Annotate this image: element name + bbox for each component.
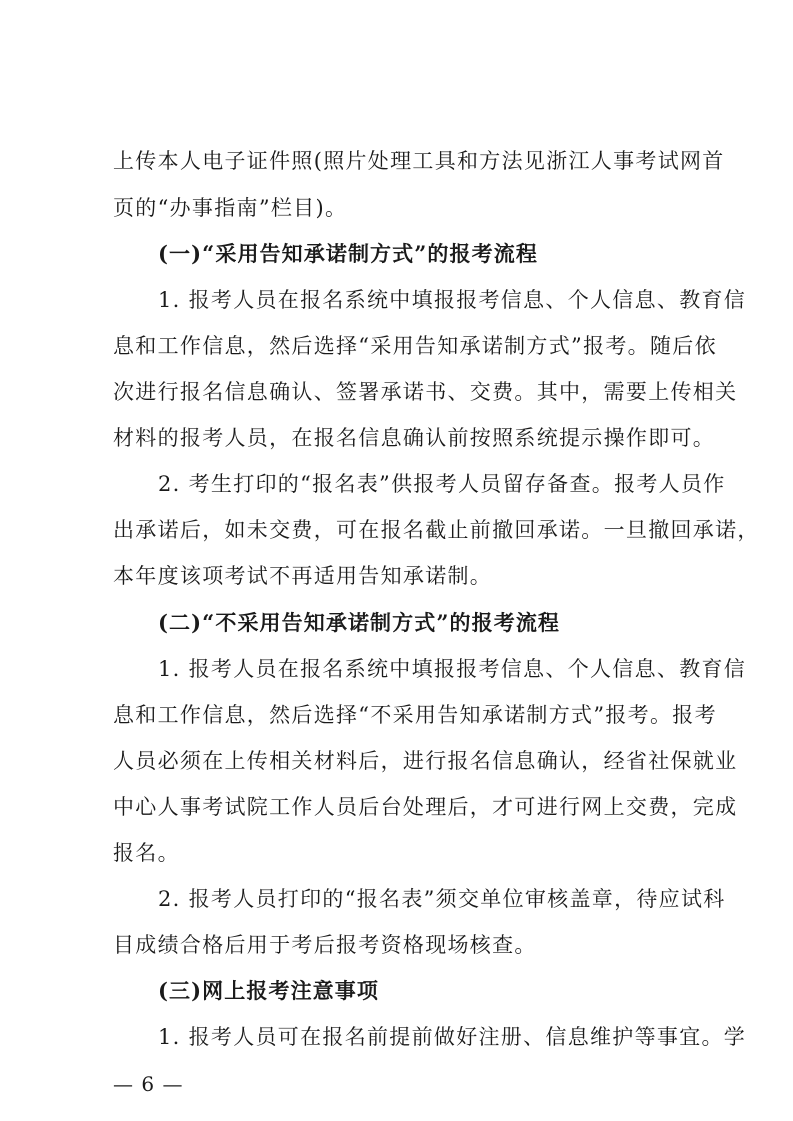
paragraph-line: 页的“办事指南”栏目)。	[113, 196, 348, 220]
paragraph-line: 本年度该项考试不再适用告知承诺制。	[113, 564, 493, 588]
section-heading-2: (二)“不采用告知承诺制方式”的报考流程	[158, 610, 561, 635]
paragraph-line: 报名。	[113, 841, 180, 865]
paragraph-line: 材料的报考人员，在报名信息确认前按照系统提示操作即可。	[113, 426, 716, 450]
paragraph-line: 息和工作信息，然后选择“采用告知承诺制方式”报考。随后依	[113, 334, 717, 358]
paragraph-line: 1. 报考人员在报名系统中填报报考信息、个人信息、教育信	[158, 288, 747, 312]
paragraph-line: 1. 报考人员在报名系统中填报报考信息、个人信息、教育信	[158, 657, 747, 681]
section-heading-3: (三)网上报考注意事项	[158, 978, 379, 1003]
paragraph-line: 次进行报名信息确认、签署承诺书、交费。其中，需要上传相关	[113, 380, 738, 404]
paragraph-line: 出承诺后，如未交费，可在报名截止前撤回承诺。一旦撤回承诺，	[113, 518, 760, 542]
paragraph-line: 2. 考生打印的“报名表”供报考人员留存备查。报考人员作	[158, 472, 726, 496]
paragraph-line: 目成绩合格后用于考后报考资格现场核查。	[113, 933, 537, 957]
page-number: — 6 —	[113, 1072, 184, 1096]
paragraph-line: 中心人事考试院工作人员后台处理后，才可进行网上交费，完成	[113, 795, 738, 819]
paragraph-line: 人员必须在上传相关材料后，进行报名信息确认，经省社保就业	[113, 749, 738, 773]
paragraph-line: 息和工作信息，然后选择“不采用告知承诺制方式”报考。报考	[113, 703, 717, 727]
section-heading-1: (一)“采用告知承诺制方式”的报考流程	[158, 241, 538, 266]
paragraph-line: 1. 报考人员可在报名前提前做好注册、信息维护等事宜。学	[158, 1025, 747, 1049]
paragraph-line: 上传本人电子证件照(照片处理工具和方法见浙江人事考试网首	[113, 149, 725, 173]
paragraph-line: 2. 报考人员打印的“报名表”须交单位审核盖章，待应试科	[158, 887, 726, 911]
